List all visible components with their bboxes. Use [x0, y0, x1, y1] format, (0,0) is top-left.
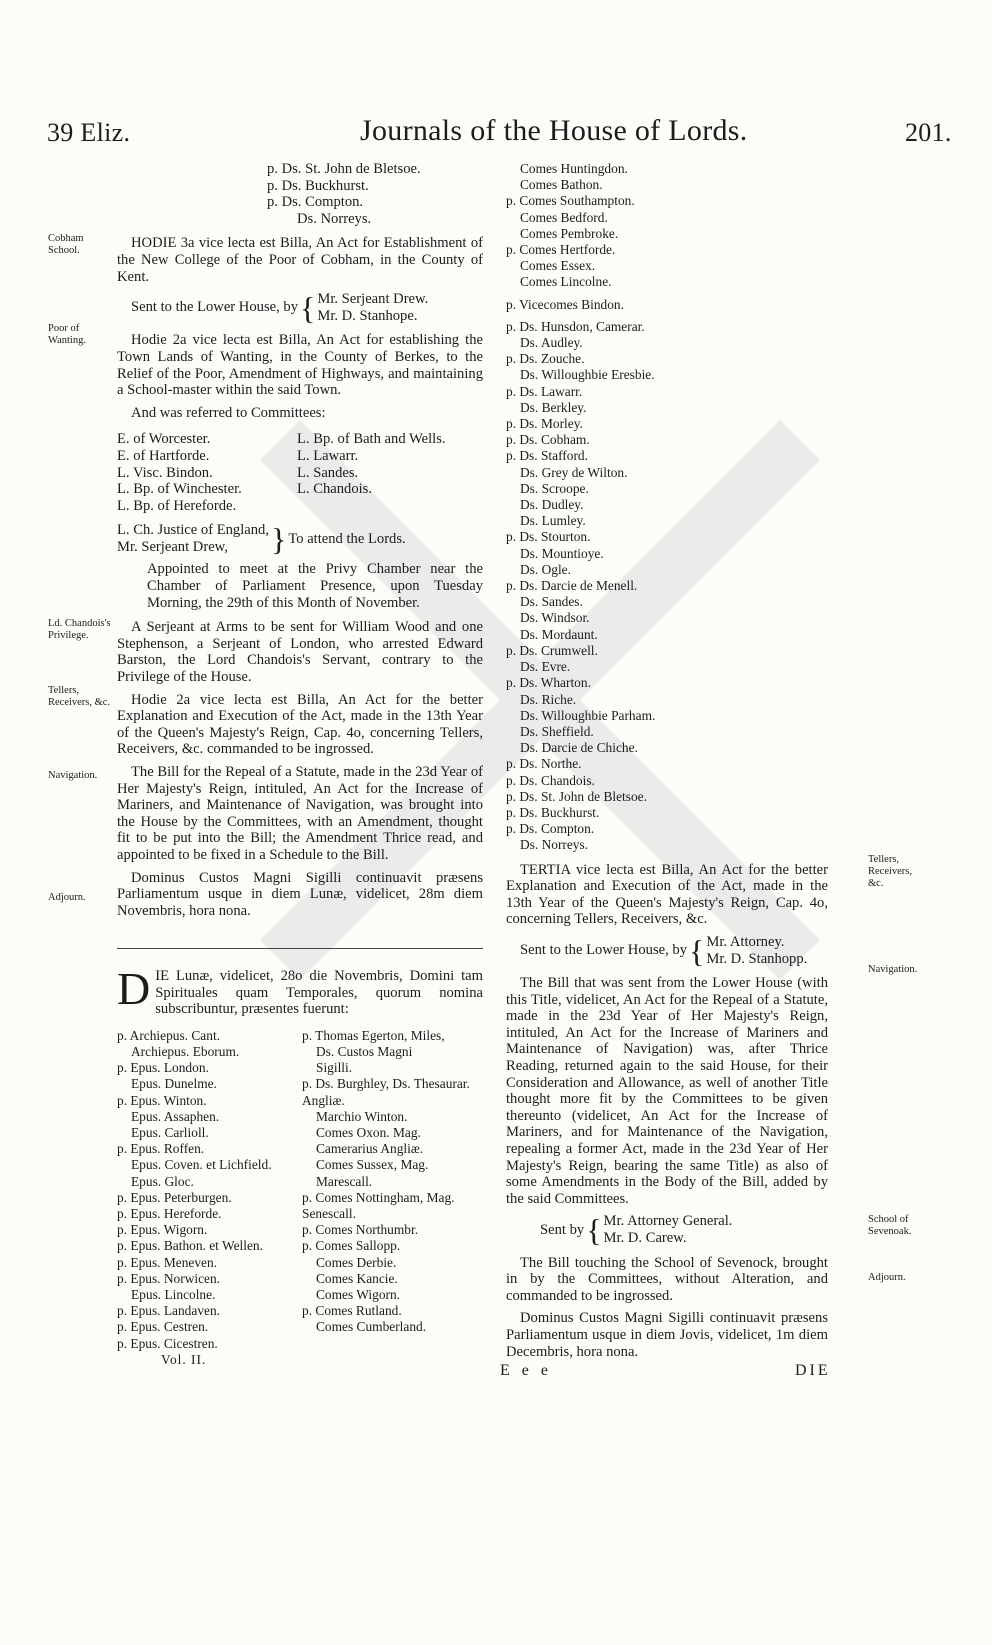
sent-label: Sent by — [540, 1221, 585, 1238]
attend-text: To attend the Lords. — [288, 530, 406, 547]
messenger: Mr. Serjeant Drew. — [317, 291, 429, 308]
attendance-item: Ds. Willoughbie Parham. — [520, 707, 656, 723]
attendance-item: Marchio Winton. — [316, 1108, 408, 1124]
attendance-item: Ds. Sandes. — [520, 594, 583, 610]
attendance-item: Ds. Mountioye. — [520, 545, 604, 561]
catchword: DIE — [795, 1362, 831, 1379]
committee-member: L. Bp. of Winchester. — [117, 481, 242, 498]
attendance-item: Epus. Assaphen. — [131, 1108, 220, 1124]
attendance-item: Ds. Windsor. — [520, 610, 590, 626]
entry-adjourn: Dominus Custos Magni Sigilli continuavit præsens Parliamentum usque in diem Lunæ, videlicet, 28m diem Novembris, hora nona. — [117, 869, 483, 919]
margin-note-chandois: Ld. Chandois's Privilege. — [48, 618, 111, 641]
attendance-item: p. Ds. Crumwell. — [506, 642, 598, 658]
attendance-item: p. Epus. Norwicen. — [117, 1270, 221, 1286]
attendance-item: p. Epus. Winton. — [117, 1092, 207, 1108]
attendance-item: Ds. Scroope. — [520, 480, 589, 496]
attendance-item: Ds. Evre. — [520, 659, 571, 675]
attendance-item: p. Comes Rutland. — [302, 1303, 402, 1319]
attendance-item: p. Vicecomes Bindon. — [506, 296, 624, 312]
referred-text: And was referred to Committees: — [131, 404, 326, 421]
page-number: 201. — [905, 118, 952, 147]
attendance-item: Epus. Gloc. — [131, 1173, 194, 1189]
column-left-lower — [117, 963, 483, 1368]
attendee: Mr. Serjeant Drew, — [117, 538, 228, 555]
attendance-item: p. Ds. St. John de Bletsoe. — [506, 788, 647, 804]
margin-note-adjourn: Adjourn. — [48, 892, 86, 903]
attendance-item: p. Ds. Stafford. — [506, 448, 588, 464]
entry-tellers: Hodie 2a vice lecta est Billa, An Act for the better Explanation and Execution of the Act, made in the 13th Year of the Queen's Majesty's Reign, Cap. 4o, concerning Tellers, Receivers, &c. commanded to be ingrossed. — [117, 691, 483, 758]
attendance-item: p. Comes Southampton. — [506, 193, 635, 209]
attendance-item: Ds. Dudley. — [520, 497, 584, 513]
attendance-item: Comes Sussex, Mag. Marescall. — [316, 1157, 429, 1189]
attendance-item: Sigilli. — [316, 1060, 353, 1076]
column-left-upper — [117, 161, 483, 925]
attendance-item: p. Ds. Wharton. — [506, 675, 591, 691]
messenger: Mr. D. Stanhopp. — [706, 950, 808, 967]
sent-cobham — [131, 291, 483, 324]
margin-note-navigation-right: Navigation. — [868, 964, 918, 975]
attendance-item: p. Epus. Hereforde. — [117, 1206, 222, 1222]
attendance-item: p. Ds. Burghley, Ds. Thesaurar. Angliæ. — [302, 1076, 470, 1108]
committee-member: E. of Hartforde. — [117, 447, 210, 464]
sent-label: Sent to the Lower House, by — [520, 942, 687, 959]
attendance-item: Comes Bathon. — [520, 177, 603, 193]
die-heading — [117, 963, 483, 1018]
attendance-item: p. Ds. Zouche. — [506, 351, 585, 367]
drop-cap: D — [117, 963, 151, 1014]
committee-member: L. Bp. of Hereforde. — [117, 497, 237, 514]
attendance-temporal — [302, 1028, 483, 1368]
list-item: p. Ds. Buckhurst. — [267, 177, 369, 194]
attendance-item: Ds. Audley. — [520, 335, 583, 351]
signature-mark: E e e — [500, 1362, 552, 1379]
entry-wanting: Hodie 2a vice lecta est Billa, An Act for establishing the Town Lands of Wanting, in the County of Berkes, to the Relief of the Poor, Amendment of Highways, and maintaining a School-master within the said Town. — [117, 332, 483, 399]
attendance-item: p. Ds. Hunsdon, Camerar. — [506, 318, 645, 334]
attendance-grid — [117, 1028, 483, 1368]
list-item: Ds. Norreys. — [297, 210, 372, 227]
brace: { — [689, 932, 705, 969]
sent-navigation — [540, 1213, 828, 1246]
committee-list — [117, 431, 483, 514]
attendance-item: p. Comes Nottingham, Mag. Senescall. — [302, 1189, 455, 1222]
attendance-item: p. Epus. Cicestren. — [117, 1335, 218, 1351]
margin-note-adjourn-right: Adjourn. — [868, 1272, 906, 1283]
attendance-item: p. Epus. Cestren. — [117, 1319, 209, 1335]
attendance-item: p. Ds. Compton. — [506, 821, 595, 837]
section-rule — [117, 948, 483, 949]
attendance-item: p. Ds. Northe. — [506, 756, 582, 772]
attendance-item: Comes Huntingdon. — [520, 161, 628, 176]
attendance-item: p. Archiepus. Cant. — [117, 1027, 221, 1043]
entry-tertia: TERTIA vice lecta est Billa, An Act for the better Explanation and Execution of the Act, made in the 13th Year of the Queen's Majesty's Reign, Cap. 4o, concerning Tellers, Receivers, &c. — [506, 861, 828, 928]
volume-label: Vol. II. — [161, 1351, 207, 1367]
entry-navigation: The Bill for the Repeal of a Statute, made in the 23d Year of Her Majesty's Reign, intituled, An Act for the Increase of Mariners, and Maintenance of Navigation, was brought into the House by the Committees, with an Amendment, thought fit to be put into the Bill; the Amendment Thrice read, and appointed to be fixed in a Schedule to the Bill. — [117, 764, 483, 863]
entry-cobham: HODIE 3a vice lecta est Billa, An Act for Establishment of the New College of the Poor of Cobham, in the County of Kent. — [117, 235, 483, 285]
attendance-item: Epus. Coven. et Lichfield. — [131, 1157, 272, 1173]
margin-note-sevenoak: School of Sevenoak. — [868, 1214, 912, 1237]
attendance-item: p. Ds. Buckhurst. — [506, 804, 600, 820]
margin-note-tellers-right: Tellers, Receivers, &c. — [868, 854, 913, 889]
brace: { — [300, 289, 316, 326]
attendance-item: Comes Lincolne. — [520, 274, 612, 290]
attendance-continued — [117, 161, 483, 227]
attendance-item: p. Comes Hertforde. — [506, 242, 616, 258]
attendance-item: Ds. Willoughbie Eresbie. — [520, 367, 655, 383]
attendance-item: p. Epus. Wigorn. — [117, 1222, 208, 1238]
committee-member: L. Sandes. — [297, 464, 359, 481]
attendance-item: p. Comes Sallopp. — [302, 1238, 401, 1254]
messenger: Mr. D. Carew. — [603, 1230, 687, 1246]
attendance-item: Ds. Grey de Wilton. — [520, 464, 628, 480]
margin-note-cobham: Cobham School. — [48, 233, 84, 256]
attendance-item: p. Epus. Peterburgen. — [117, 1189, 232, 1205]
attendance-item: p. Ds. Chandois. — [506, 772, 595, 788]
attendance-continued-right — [506, 161, 828, 854]
messenger: Mr. Attorney. — [706, 933, 785, 950]
attendance-item: Comes Bedford. — [520, 209, 608, 225]
attendance-item: Epus. Carlioll. — [131, 1125, 209, 1140]
running-title: Journals of the House of Lords. — [360, 114, 748, 147]
attendance-item: Epus. Lincolne. — [131, 1287, 216, 1303]
attendance-item: Ds. Lumley. — [520, 513, 586, 529]
messenger: Mr. D. Stanhope. — [317, 307, 418, 324]
running-head-left: 39 Eliz. — [47, 118, 131, 147]
attendance-item: Comes Pembroke. — [520, 225, 619, 241]
margin-note-wanting: Poor of Wanting. — [48, 323, 86, 346]
committee-member: L. Chandois. — [297, 481, 372, 498]
attendance-item: p. Epus. Meneven. — [117, 1254, 218, 1270]
margin-note-tellers: Tellers, Receivers, &c. — [48, 685, 111, 708]
attendance-item: Ds. Darcie de Chiche. — [520, 740, 638, 756]
brace: } — [271, 520, 287, 557]
attendance-item: Ds. Sheffield. — [520, 723, 594, 739]
list-item: p. Ds. St. John de Bletsoe. — [267, 161, 421, 177]
messenger: Mr. Attorney General. — [603, 1213, 733, 1230]
committee-member: L. Lawarr. — [297, 447, 359, 464]
attendance-item: Comes Derbie. — [316, 1254, 397, 1270]
attendance-item: Comes Cumberland. — [316, 1319, 427, 1335]
attendance-item: Ds. Ogle. — [520, 561, 571, 577]
attendance-item: Comes Oxon. Mag. Camerarius Angliæ. — [316, 1125, 424, 1157]
attendance-item: Ds. Mordaunt. — [520, 626, 598, 642]
attendance-item: Ds. Norreys. — [520, 837, 589, 853]
attendee: L. Ch. Justice of England, — [117, 522, 269, 539]
attendance-item: Epus. Dunelme. — [131, 1076, 217, 1092]
attendance-item: p. Epus. Landaven. — [117, 1303, 221, 1319]
committee-member: L. Bp. of Bath and Wells. — [297, 431, 446, 448]
brace: { — [586, 1212, 602, 1248]
attendance-item: Comes Kancie. — [316, 1270, 398, 1286]
entry-navigation-bill: The Bill that was sent from the Lower House (with this Title, videlicet, An Act for the Repeal of a Statute, made in the 23d Year of Her Majesty's Reign, intituled, An Act for the Increase of Mariners and Maintenance of Navigation) was, after Thrice Reading, returned again to the said House, for their Consideration and Allowance, as well of another Title thought more fit by the Committees to be given thereunto (videlicet, An Act for the Increase of Mariners, and for Maintenance of the Navigation, repealing a former Act, made in the 23d Year of Her Majesty's Reign, bearing the same Title) as also of some Amendments in the Body of the Bill, added by the said Committees. — [506, 975, 828, 1207]
attendance-item: p. Ds. Cobham. — [506, 432, 590, 448]
attendance-item: p. Epus. Bathon. et Wellen. — [117, 1238, 263, 1254]
attendance-item: p. Ds. Stourton. — [506, 529, 591, 545]
attendance-item: Ds. Berkley. — [520, 399, 587, 415]
attendance-item: Comes Wigorn. — [316, 1287, 401, 1303]
entry-sevenock: The Bill touching the School of Sevenock, brought in by the Committees, without Alteration, and commanded to be ingrossed. — [506, 1254, 828, 1304]
attendance-spiritual — [117, 1028, 302, 1368]
list-item: p. Ds. Compton. — [267, 194, 364, 211]
attendance-item: Ds. Custos Magni — [316, 1043, 413, 1059]
committee-member: E. of Worcester. — [117, 431, 211, 448]
attendance-item: Archiepus. Eborum. — [131, 1043, 240, 1059]
attendance-item: p. Ds. Darcie de Menell. — [506, 578, 638, 594]
attendance-item: p. Comes Northumbr. — [302, 1222, 419, 1238]
appointed-text: Appointed to meet at the Privy Chamber near the Chamber of Parliament Presence, upon Tuesday Morning, the 29th of this Month of November. — [147, 561, 483, 611]
attendance-item: p. Ds. Morley. — [506, 416, 583, 432]
entry-chandois: A Serjeant at Arms to be sent for William Wood and one Stephenson, a Serjeant of London, who arrested Edward Barston, the Lord Chandois's Servant, contrary to the Privilege of the House. — [117, 619, 483, 686]
attendance-item: p. Epus. London. — [117, 1060, 209, 1076]
attendance-item: Comes Essex. — [520, 258, 596, 274]
entry-adjourn-right: Dominus Custos Magni Sigilli continuavit præsens Parliamentum usque in diem Jovis, videlicet, 1m diem Decembris, hora nona. — [506, 1310, 828, 1360]
attendance-item: p. Ds. Lawarr. — [506, 383, 583, 399]
attendance-item: Ds. Riche. — [520, 691, 577, 707]
attend-lords — [117, 522, 483, 555]
sent-tertia — [520, 934, 828, 967]
attendance-item: p. Epus. Roffen. — [117, 1141, 205, 1157]
attendance-item: p. Thomas Egerton, Miles, — [302, 1027, 445, 1043]
margin-note-navigation: Navigation. — [48, 770, 98, 781]
column-right — [506, 161, 828, 1366]
committee-member: L. Visc. Bindon. — [117, 464, 213, 481]
sent-label: Sent to the Lower House, by — [131, 299, 298, 316]
die-text: IE Lunæ, videlicet, 28o die Novembris, Domini tam Spirituales quam Temporales, quorum nomina subscribuntur, præsentes fuerunt: — [155, 968, 483, 1018]
